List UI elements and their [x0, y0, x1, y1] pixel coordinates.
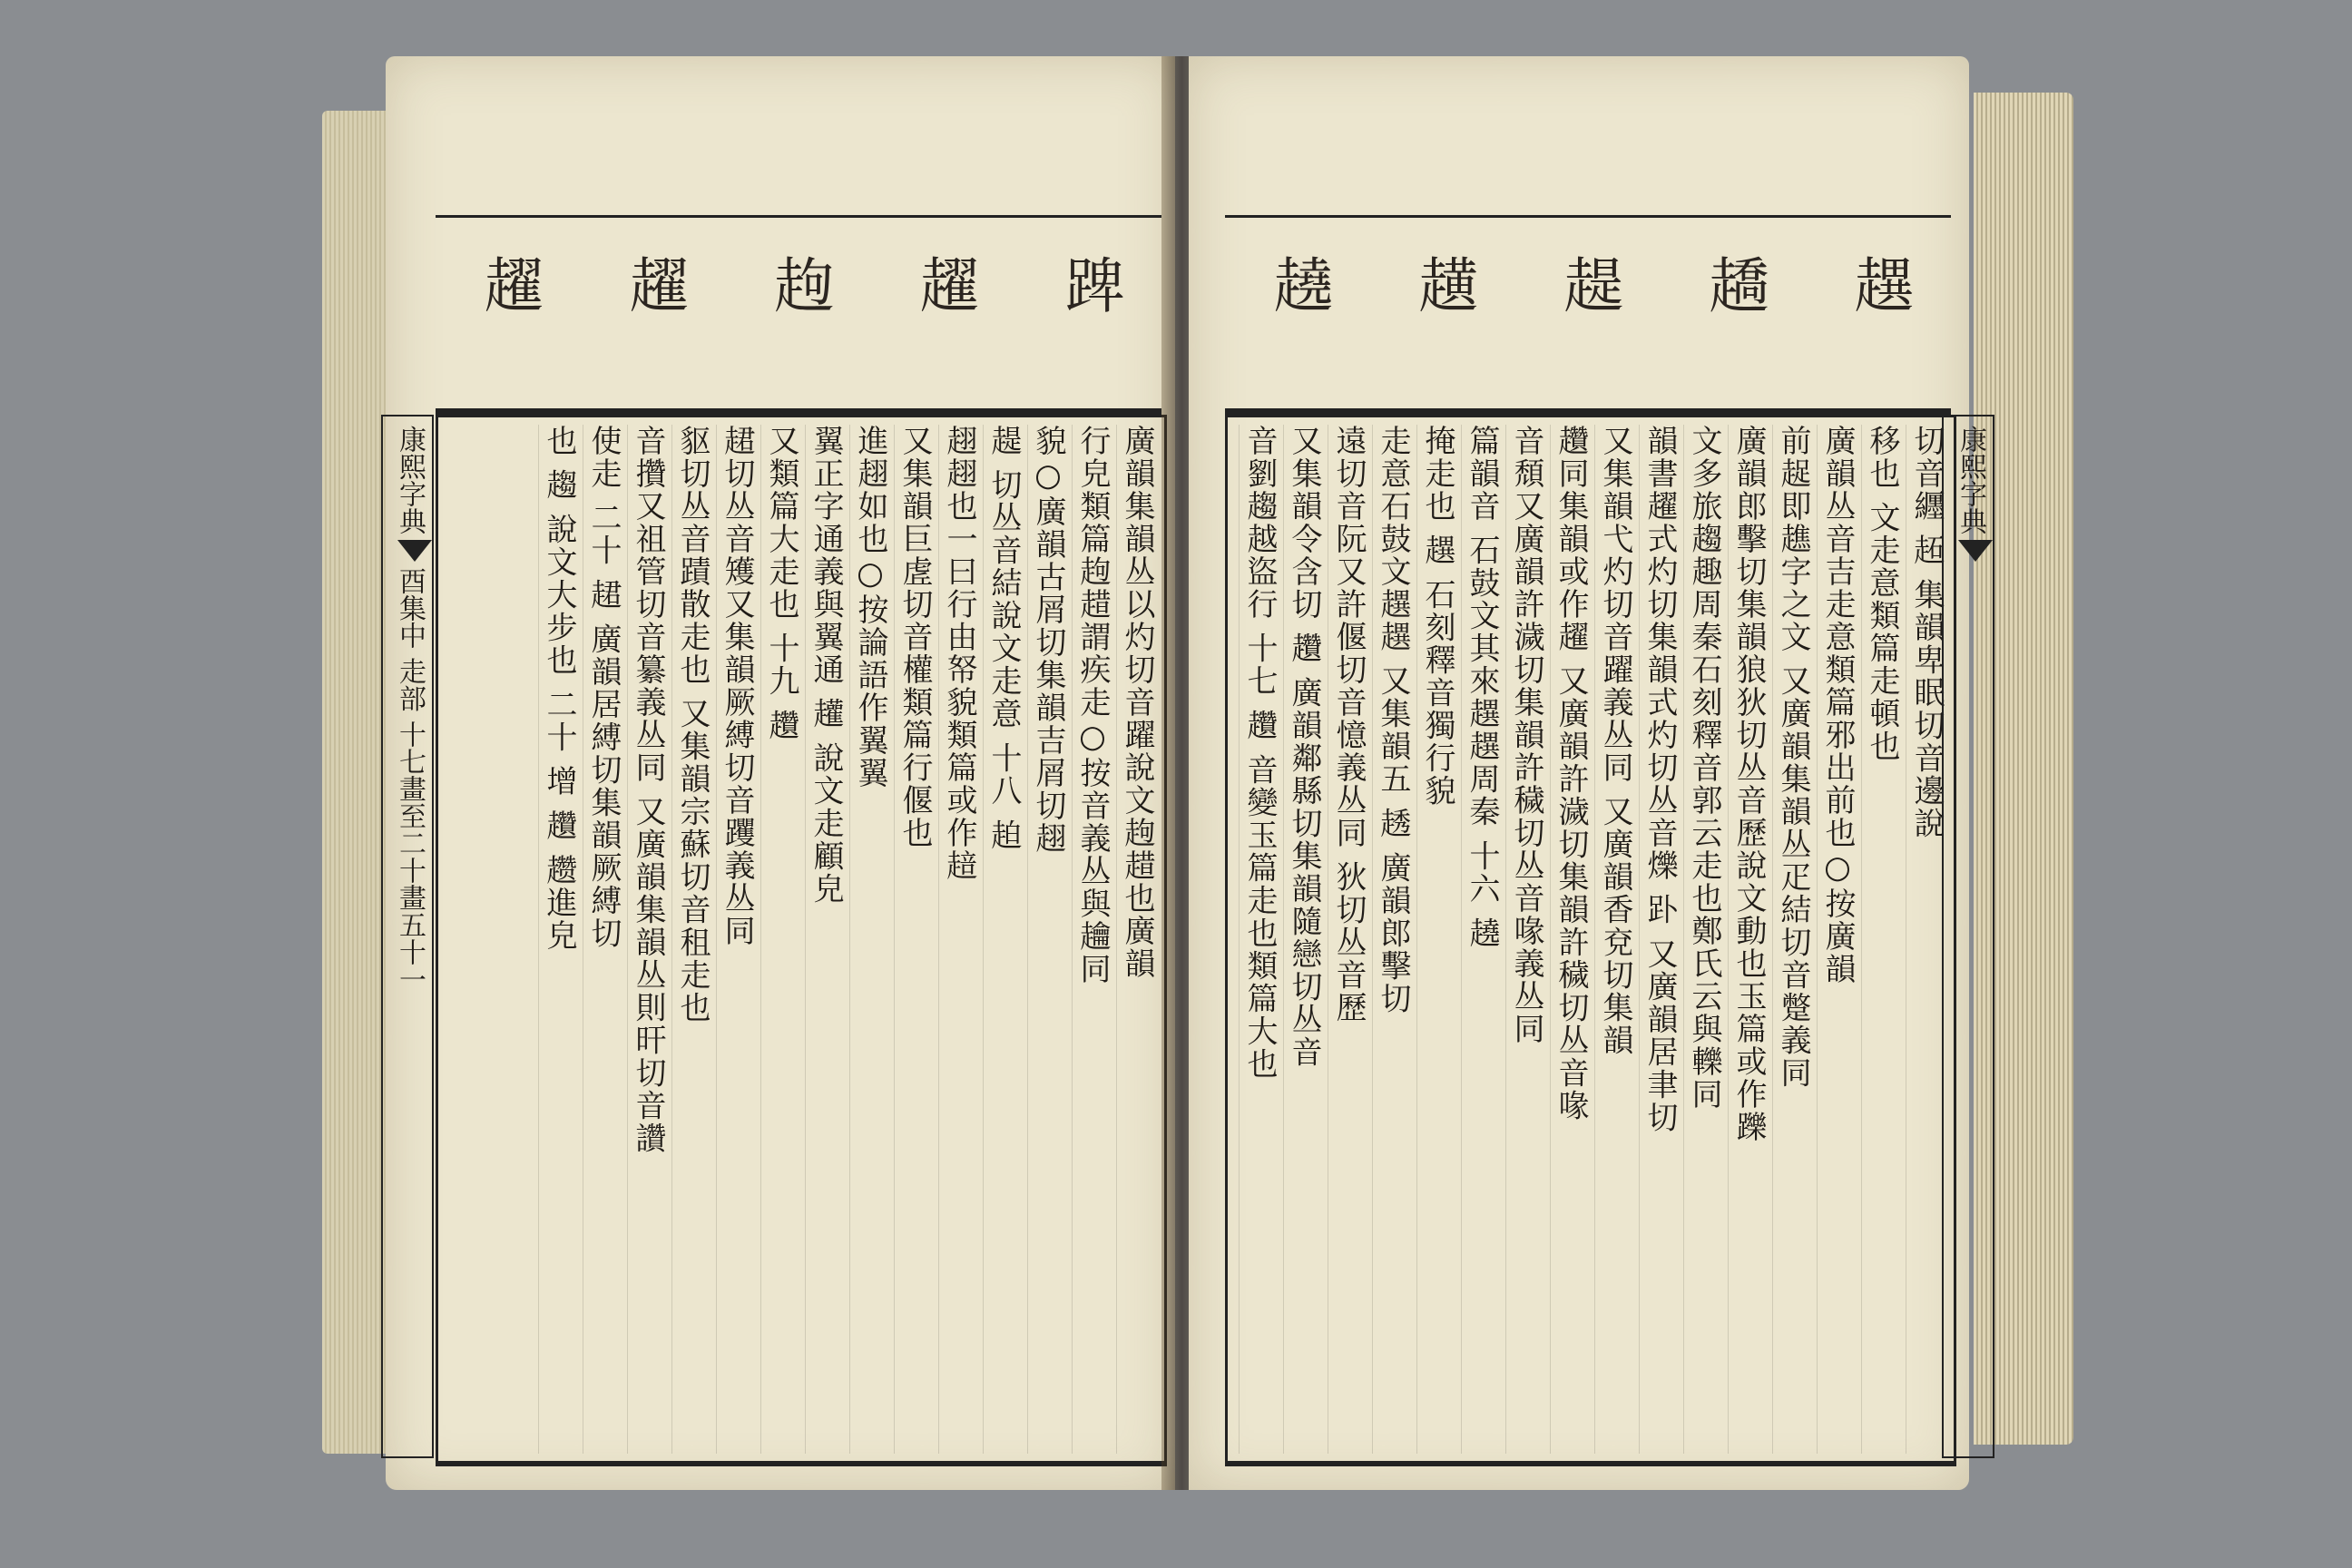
left-seal-header [436, 215, 1161, 415]
seal-glyph: 趯 [909, 254, 979, 314]
text-column: 進趐如也○按論語作翼翼 [849, 425, 890, 1454]
text-column: 遠切音阮又許偃切音憶義丛同 狄切丛音歷 [1328, 425, 1368, 1454]
seal-glyph: 趩 [1844, 254, 1914, 314]
text-column: 又集韻弋灼切音躍義丛同 又廣韻香兗切集韻 [1594, 425, 1635, 1454]
left-page [386, 56, 1175, 1490]
text-column: 又類篇大走也 十九 趲 [760, 425, 801, 1454]
seal-glyph: 趪 [1408, 254, 1478, 314]
text-column: 音劉趨越盜行 十七 趲 音變玉篇走也類篇大也 [1239, 425, 1279, 1454]
text-column: 趐趐也一曰行由帑貌類篇或作䞳 [938, 425, 979, 1454]
left-page-margin-label [381, 415, 434, 1458]
book-title: 康熙字典 [394, 426, 426, 534]
text-column: 廣韻集韻丛以灼切音躍說文䞤趞也廣韻 [1116, 425, 1157, 1454]
seal-glyph: 趯 [474, 254, 544, 314]
text-column: 也 趨 說文大步也 二十 增 趲 趱進皃 [538, 425, 579, 1454]
text-column: 走意石鼓文趩趩 又集韻五 䞬 廣韻郎擊切 [1372, 425, 1413, 1454]
text-column: 䞫切丛音矱又集韻厥縛切音躩義丛同 [716, 425, 757, 1454]
text-column: 使走 二十 䞫 廣韻居縛切集韻厥縛切 [583, 425, 623, 1454]
right-page-margin-label [1942, 415, 1994, 1458]
text-column: 廣韻丛音吉走意類篇邪出前也○按廣韻 [1817, 425, 1857, 1454]
seal-glyph: 趬 [1263, 254, 1333, 314]
text-column: 切音纒 䞠 集韻卑眠切音邊說 [1906, 425, 1946, 1454]
text-column: 廣韻郎擊切集韻狼狄切丛音歷說文動也玉篇或作躒 [1728, 425, 1769, 1454]
seal-glyph: 趧 [1553, 254, 1623, 314]
text-column: 行皃類篇䞤趞謂疾走○按音義丛與䟑同 [1072, 425, 1112, 1454]
text-column: 貌○廣韻古屑切集韻吉屑切趐 [1027, 425, 1068, 1454]
text-column: 音攢又祖管切音纂義丛同 又廣韻集韻丛則旰切音讚 [627, 425, 668, 1454]
seal-glyph: 䞤 [764, 254, 834, 314]
text-column: 翼正字通義與翼通 䟒 說文走顧皃 [805, 425, 846, 1454]
fish-tail-icon [1958, 540, 1993, 562]
text-column: 韻書趯式灼切集韻式灼切丛音爍 䟔 又廣韻居聿切 [1639, 425, 1680, 1454]
text-column: 前趗即趭字之文 又廣韻集韻丛疋結切音蹩義同 [1772, 425, 1813, 1454]
right-seal-header [1225, 215, 1951, 415]
section-label: 酉集中 走部 十七畫至二十畫 [394, 567, 426, 912]
text-column: 又集韻令含切 趲 廣韻鄰縣切集韻隨戀切丛音 [1283, 425, 1324, 1454]
right-page [1189, 56, 1986, 1490]
book-title: 康熙字典 [1955, 426, 1986, 534]
text-column: 趧 切丛音結說文走意 十八 䞟 [983, 425, 1024, 1454]
text-column: 文多旅趨趣周秦石刻釋音郭云走也鄭氏云與轢同 [1683, 425, 1724, 1454]
seal-glyph: 趯 [619, 254, 689, 314]
right-text-frame [1225, 415, 1956, 1466]
text-column: 趲同集韻或作趯 又廣韻許濊切集韻許穢切丛音喙 [1550, 425, 1591, 1454]
text-column: 又集韻巨虗切音權類篇行偃也 [894, 425, 935, 1454]
seal-glyph: 䠋 [1054, 254, 1124, 314]
text-column: 音頹又廣韻許濊切集韻許穢切丛音喙義丛同 [1505, 425, 1546, 1454]
fish-tail-icon [397, 540, 432, 562]
text-column: 掩走也 趩 石刻釋音獨行貌 [1416, 425, 1457, 1454]
open-book [322, 56, 2073, 1508]
seal-glyph: 趫 [1699, 254, 1769, 314]
text-column: 移也 文走意類篇走頓也 [1861, 425, 1902, 1454]
left-text-frame [436, 415, 1167, 1466]
page-number: 五十一 [394, 911, 426, 994]
text-column: 䝙切丛音蹟散走也 又集韻宗蘇切音租走也 [671, 425, 712, 1454]
text-column: 篇韻音 石鼓文其來趩趩周秦 十六 趬 [1461, 425, 1502, 1454]
